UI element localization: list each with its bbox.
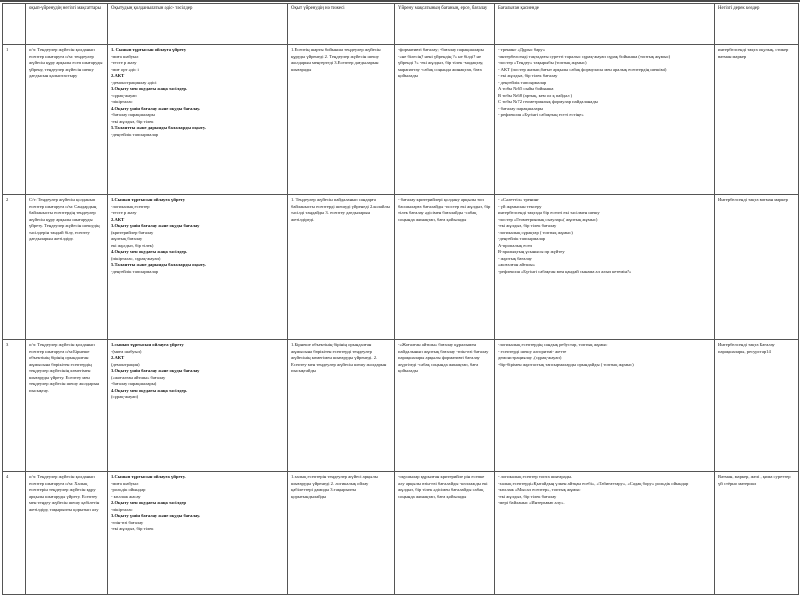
method-item: -сұрақ-жауап (111, 92, 137, 98)
sources-cell: Ватман, маркер, желі , қима суреттер үй стёрно материал (715, 472, 799, 595)
goals-cell: о/ч: Теңдеулер жүйесін қолданып есептер шығаруға о/м:Бірнеше объектінің бірінің орындалған жұмысына бөрікітен есептердің теңдеулер жүйесінің көмегімен шығаруды үйрету. Есептеу мен теңдеулер жүйесін шешу жолдарын пысықтау. (26, 340, 108, 472)
outcomes-cell: 1.халық есептерін теңдеулер жүйесі арқылы шығаруды үйренеді 2. логикалық ойлау қабілеттері дамиды 3.тақырыпты қорытындылайды (288, 472, 395, 595)
task-item: В тобы №68 (артық, кем ол қ пайдал ) (498, 92, 573, 98)
method-item: -миға шабуыл (111, 480, 139, 486)
methods-cell (108, 472, 288, 595)
goals-cell: о/ч: Тендеулер жүйесін қолданып есептер шығаруға о/м: теңдеулер жүйесін құру арқылы есеп шығаруды үйрену, теңдеулер жүйесін шешу дағдысын қалыптастыру (26, 45, 108, 195)
task-item: -бір-бірімен жұптастық тапсырмаларды орындайды ( топтық жұмыс) (498, 361, 634, 367)
method-item: -тесте р жазу (111, 210, 137, 216)
method-item: -логикалық есептер (111, 203, 150, 209)
methods-cell (108, 340, 288, 472)
method-item: жұптық бағалау (111, 236, 143, 242)
assessment-cell: - бағалау критерийлері қолдану арқылы топ басшыларға бағалайды -постер екі жұлдыз, бір тілек бағалау әдісімен бағалайды -сабақ соңында жинақтап, баға қойылады (395, 195, 495, 340)
method-heading: 3.Оқыту мен оқудағы жаңа тәсілдер. (111, 86, 188, 92)
method-item: -рольдік ойындар (111, 487, 146, 493)
task-item: - жұптық бағалау (498, 255, 532, 261)
header-cell-sources: Негізгі дерек көздер (715, 4, 799, 45)
method-item: -екі жұлдыз, бір тілек (111, 526, 154, 532)
task-item: -постер «Геометриялық сызулар»( жұптық жұмыс) (498, 216, 598, 222)
method-heading: 3.Оқыту үшін бағалау және оқуды бағалау (111, 368, 200, 374)
task-item: А тобы №65 сыйы бойынша (498, 86, 554, 92)
outcomes-cell: 1.Есептің шарты бойынша теңдеулер жүйесін құруды үйренеді 2. Теңдеулер жүйесін шешу жолдарын меңгертеді 3.Есептер дағдыларын шығарады (288, 45, 395, 195)
header-cell-goals: оқып-үйренудің негізгі мақсаттары (26, 4, 108, 45)
task-item: -халық есептерді«Қытайдың үлкен айтқан есебі», «Табиғаттару», «Садақ бору» рольдік ойындар (498, 480, 689, 486)
method-item: -деңгейлік тапсырмалар (111, 268, 159, 274)
task-item: В-аралықтың ұсынысы пр жүйтеу (498, 249, 565, 255)
header-cell-num (3, 4, 26, 45)
outcomes-cell: 1. Теңдеулер жүйесін пайдаланып сандарға байланысты есептерді шешуді үйренеді 2.колайлы тәсілді таңдайды 3. есептеу дағдыларын жетілдіреді. (288, 195, 395, 340)
method-item: -(миға шабуыл) (111, 348, 142, 354)
sources-cell: Интербелсенді тақта ватман маркер (715, 195, 799, 340)
method-item: - көллаж жасау (111, 493, 141, 499)
method-item: -екі жұлдыз, бір тілек (111, 118, 154, 124)
sources-cell: Интербелсенді тақта Бағалау парақшалары, ресурстар14 (715, 340, 799, 472)
methods-cell (108, 45, 288, 195)
task-item: - АКТ (постер жазып,бағыт арқылы сабақ формуласы мен аралық есептердің шешімі) (498, 66, 667, 72)
method-heading: 4.Оқыту мен оқудағы жаңа тәсілдер. (111, 387, 188, 393)
task-item: -екі жұлдыз, бір тілек бағалау (498, 223, 557, 229)
method-heading: 4.Оқыту мен оқудағы жаңа тәсілдер. (111, 249, 188, 255)
method-item: («жоғалған айтшы» бағалау (111, 374, 166, 380)
goals-cell: о/ч: Теңдеулер жүйесін қолданып есептер шығаруға о/м: Халық есептерін теңдеулер жүйесін құру арқылы шығаруды үйрету. Есептеу мен теңдеу жүйесін шешу қабілетін жетілдіру, тақырыпты қорытып алу (26, 472, 108, 595)
task-item: - үй жұмысын тексеру (498, 203, 542, 209)
method-item: (критерийлер бағалау (111, 229, 154, 235)
row-number-cell: 3 (3, 340, 26, 472)
task-item: - есептерді шешу алгоритмі- жетте (498, 348, 567, 354)
top-border-strip (0, 0, 800, 2)
header-cell-assessment: Үйрену мақсатының бағаның, ерсе, бағалау (395, 4, 495, 45)
method-item: -бағалау парақшалары (111, 112, 155, 118)
task-item: демонстрациялау ,(сұрақ-жауап) (498, 355, 562, 361)
method-item: -бағалау парақшалары) (111, 381, 157, 387)
methods-cell (108, 195, 288, 340)
task-item: -постер «Теңдеу» тақырыбы (топтық жұмыс) (498, 60, 587, 66)
task-item: - екі жұлдыз, бір тілек бағалау (498, 73, 558, 79)
task-item: -логикалық есептердің сандық ребустар, топтық жұмыс (498, 342, 608, 347)
task-item: -интербелсенді тақтадағы суретті таралыс сұрақ-жауап сұрақ бойынша (топтық жұмыс) (498, 53, 671, 59)
method-item: -пікірталас (111, 99, 133, 105)
header-cell-methods: Оқытудың қолданылатын әдіс- тәсілдер (108, 4, 288, 45)
task-item: - деңгейлік тапсырмалар (498, 79, 547, 85)
tasks-cell (495, 45, 715, 195)
method-heading: 2.АКТ (111, 73, 125, 79)
lesson-plan-table (2, 3, 799, 595)
method-heading: 1.сынып тұрғысын ойлауға үйрету (111, 342, 184, 347)
tasks-cell (495, 195, 715, 340)
method-item: -өзін-өзі бағалау (111, 519, 144, 525)
row-number-cell: 1 (3, 45, 26, 195)
method-heading: 5.Талантты және дарынды балаларды оқыту. (111, 262, 206, 268)
task-item: - рефлексия «Бүгінгі сабақтың естті естіңе» (498, 112, 584, 118)
assessment-cell: -оқушылар құрылған критерийле рін есепке алу арқылы өзін-өзі бағалайды -көллажды екі жұлдыз, бір тілек әдісімен бағалайды сабақ соңында жинақтап, баға қойылады (395, 472, 495, 595)
method-item: -пікірталас (111, 506, 133, 512)
method-item: (пікірталас, сұрақ-жауап) (111, 255, 161, 261)
method-item: -деңгейлік тапсырмалар (111, 131, 159, 137)
table-row (3, 472, 799, 595)
table-row (3, 195, 799, 340)
task-item: -көллаж «Мысал есептер», топтық жұмыс (498, 487, 581, 493)
task-item: -логикалық сұрақтар ( топтық жұмыс) (498, 229, 573, 235)
method-item: -демонстрациялау әдісі (111, 79, 157, 85)
method-item: (демонтрация) (111, 361, 140, 367)
method-heading: 3.Оқыту үшін бағалау және оқуды бағалау. (111, 513, 201, 519)
method-heading: 2.АКТ (111, 355, 125, 361)
task-item: - логикалық есептер топта шығарады. (498, 474, 573, 479)
task-item: -рефлексия «Бүгінгі сабақтан мен қандай сынама ал алып кетемін?» (498, 268, 632, 274)
task-item: С тобы №72 геометриялық формулар пайдаланады (498, 99, 598, 105)
task-item: интербелсенді тақтада бір есепті екі тәсілмен шешу (498, 210, 600, 216)
task-item: -мері байланыс «Интерьвью алу». (498, 500, 565, 506)
method-heading: 1.Сынып тұрғысын ойлауға үйрету. (111, 474, 186, 479)
task-item: - тренинг «Дұрыс бару» (498, 47, 546, 52)
method-item: -миғ орт әдіс і (111, 66, 139, 72)
task-item: -деңгейлік тапсырмалар (498, 236, 546, 242)
method-item: (сұрақ-жауап) (111, 394, 139, 400)
outcomes-cell: 1.Бірнеше объектінің бірінің орындалған жұмысына бөрікітен есептерді теңдеулер жүйесінің көмегімен шығаруды үйренеді. 2. Есептеу мен теңдеулер жүйесін шешу жолдарын пысықтайды (288, 340, 395, 472)
header-row (3, 4, 799, 45)
tasks-cell (495, 472, 715, 595)
task-item: - «Сәлеттіл» тренинг (498, 197, 540, 202)
tasks-cell (495, 340, 715, 472)
task-item: - бағалау парақшалары (498, 105, 543, 111)
goals-cell: С/т: Теңдеулер жүйесін қолданып есептер шығаруға о/м: Сандардың байланысты есептердің теңдеулер жүйесін құру арқылы шығаруды үйрету. Теңдеулер жүйесін шешудің тәсілдерін тандай білу, есептеу дағдыларын жетілдіру. (26, 195, 108, 340)
task-item: -екі жұлдыз, бір тілек бағалау (498, 493, 557, 499)
method-heading: 4.Оқыту үшін бағалау және оқуды бағалау. (111, 105, 201, 111)
header-cell-tasks: Бағалыған қасиенде (495, 4, 715, 45)
sources-cell: интербелсенді тақта оқулық, стикер ватман маркер (715, 45, 799, 195)
header-cell-outcomes: Оқыт үйренудің нә тижесі (288, 4, 395, 45)
table-row (3, 45, 799, 195)
task-item: «жоғалған айтшы» (498, 262, 535, 268)
method-heading: 1.Сынып тұрғысын ойлауға үйрету (111, 197, 186, 202)
method-item: -тесте р жазу (111, 60, 137, 66)
row-number-cell: 2 (3, 195, 26, 340)
assessment-cell: -формативті бағалау; -бағалау парақшалары -«не білесің? нені үйрендің ?» не білді? не үйренді ?» -екі жұлдыз, бір тілек -мадақтау, марапаттау -сабақ соңында жинақтап, баға қойылады (395, 45, 495, 195)
row-number-cell: 4 (3, 472, 26, 595)
method-heading: 3.Оқыту үшін бағалау және оқуды бағалау (111, 223, 200, 229)
assessment-cell: -«Жоғалған айтшы» бағалау құралымен пайдалынып жұптық бағалау -өзін-өзі бағалау парақшалары арқылы формативті бағалау жүргізеді -сабақ соңында жинақтап, баға қойылады (395, 340, 495, 472)
method-heading: 2.АКТ (111, 216, 125, 222)
method-heading: 5.Талантты және дарынды балаларды оқыту. (111, 125, 206, 131)
method-heading: 2.Оқыту мен оқудағы жаңа тәсілдер (111, 500, 187, 506)
method-item: -миға шабуыл (111, 53, 139, 59)
method-item: екі жұлдыз, бір тілек) (111, 242, 154, 248)
table-body (3, 45, 799, 595)
table-row (3, 340, 799, 472)
task-item: А-пропалық есеп (498, 242, 532, 248)
method-heading: 1. Сынып тұрғысын ойлауға үйрету (111, 47, 187, 52)
